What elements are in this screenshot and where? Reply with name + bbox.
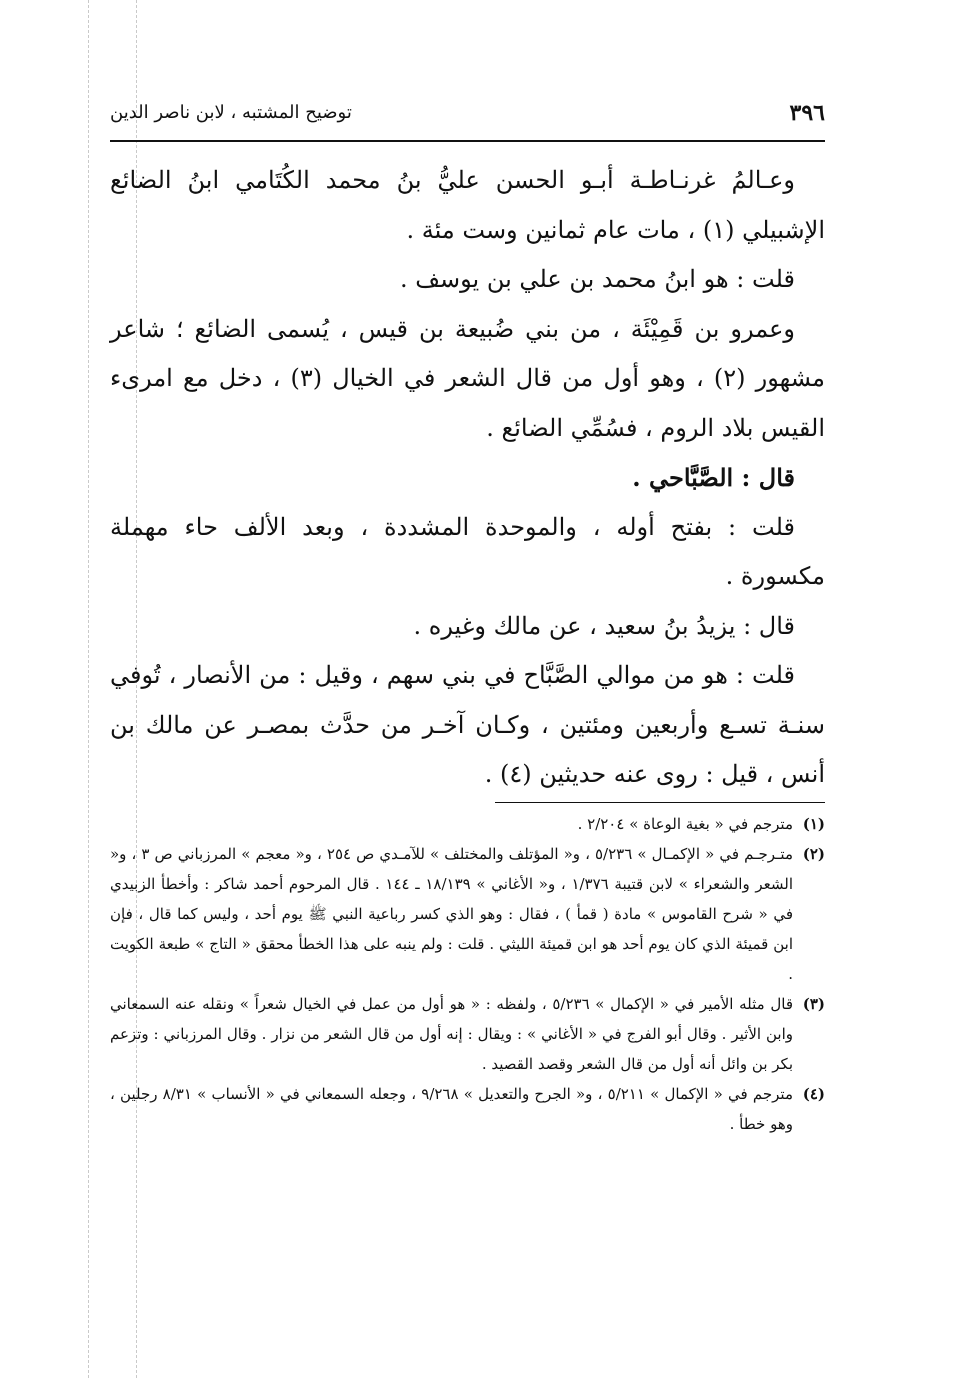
scan-margin-line <box>88 0 89 1378</box>
paragraph: وعمرو بن قَمِيْئَة ، من بني ضُبيعة بن قيس ، يُسمى الضائع ؛ شاعر مشهور (٢) ، وهو أول من قال الشعر في الخيال (٣) ، دخل مع امرىء القيس بلاد الروم ، فسُمِّي الضائع . <box>110 314 825 442</box>
footnote-number: (١) <box>802 814 825 833</box>
entry-heading: قال : الصَّبَّاحي . <box>632 463 795 492</box>
running-title: توضيح المشتبه ، لابن ناصر الدين <box>110 102 352 123</box>
footnote-separator <box>495 802 825 803</box>
footnote-text: متـرجـم في « الإكمـال » ٥/٢٣٦ ، و« المؤتلف والمختلف » للآمـدي ص ٢٥٤ ، و« معجم » المرزباني ص ٣ ، و« الشعر والشعراء » لابن قتيبة ١/٣٧٦ ، و« الأغاني » ١٨/١٣٩ ـ ١٤٤ . قال المرحوم أحمد شاكر : وأخطأ الزبيدي في « شرح القاموس » مادة ( قمأ ) ، فقال : وهو الذي كسر رباعية النبي ﷺ يوم أحد ، وليس كما قال ، فإن ابن قميئة الذي كان يوم أحد هو ابن قميئة الليثي . قلت : ولم ينبه على هذا الخطأ محقق « التاج » طبعة الكويت . <box>110 844 794 983</box>
footnote <box>110 1079 825 1139</box>
footnote-text: قال مثله الأمير في « الإكمال » ٥/٢٣٦ ، ولفظه : « هو أول من عمل في الخيال شعراً » ونقله عنه السمعاني وابن الأثير . وقال أبو الفرج في « الأغاني » : ويقال : إنه أول من قال الشعر من نزار . وقال المرزباني : وتزعم بكر بن وائل أنه أول من قال الشعر وقصد القصيد . <box>110 994 793 1073</box>
page-number: ٣٩٦ <box>789 100 825 126</box>
footnote <box>110 809 825 839</box>
footnote <box>110 839 825 989</box>
paragraph: قلت : هو من موالي الصَّبَّاح في بني سهم ، وقيل : من الأنصار ، تُوفي سنـة تسـع وأربعين ومئتين ، وكـان آخـر من حدَّث بمصـر عن مالك بن أنس ، قيل : روى عنه حديثين (٤) . <box>110 661 825 788</box>
main-text <box>110 156 825 800</box>
book-page <box>110 100 825 1139</box>
footnote-text: مترجم في « الإكمال » ٥/٢١١ ، و« الجرح والتعديل » ٩/٢٦٨ ، وجعله السمعاني في « الأنساب » ٨/٣١ رجلين ، وهو خطأ . <box>110 1084 793 1133</box>
paragraph: قلت : هو ابنُ محمد بن علي بن يوسف . <box>399 265 795 293</box>
paragraph: وعـالمُ غرنـاطـة أبـو الحسن عليُّ بنُ محمد الكُتَامي ابنُ الضائع الإشبيلي (١) ، مات عام ثمانين وست مئة . <box>110 166 825 244</box>
footnote <box>110 989 825 1079</box>
paragraph: قال : يزيدُ بنُ سعيد ، عن مالك وغيره . <box>413 611 795 640</box>
page-header <box>110 100 825 142</box>
footnote-number: (٤) <box>802 1084 825 1103</box>
footnotes <box>110 809 825 1139</box>
footnote-number: (٢) <box>802 844 825 863</box>
paragraph: قلت : بفتح أوله ، والموحدة المشددة ، وبعد الألف حاء مهملة مكسورة . <box>110 512 825 590</box>
footnote-text: مترجم في « بغية الوعاة » ٢/٢٠٤ . <box>577 814 793 833</box>
footnote-number: (٣) <box>802 994 825 1013</box>
